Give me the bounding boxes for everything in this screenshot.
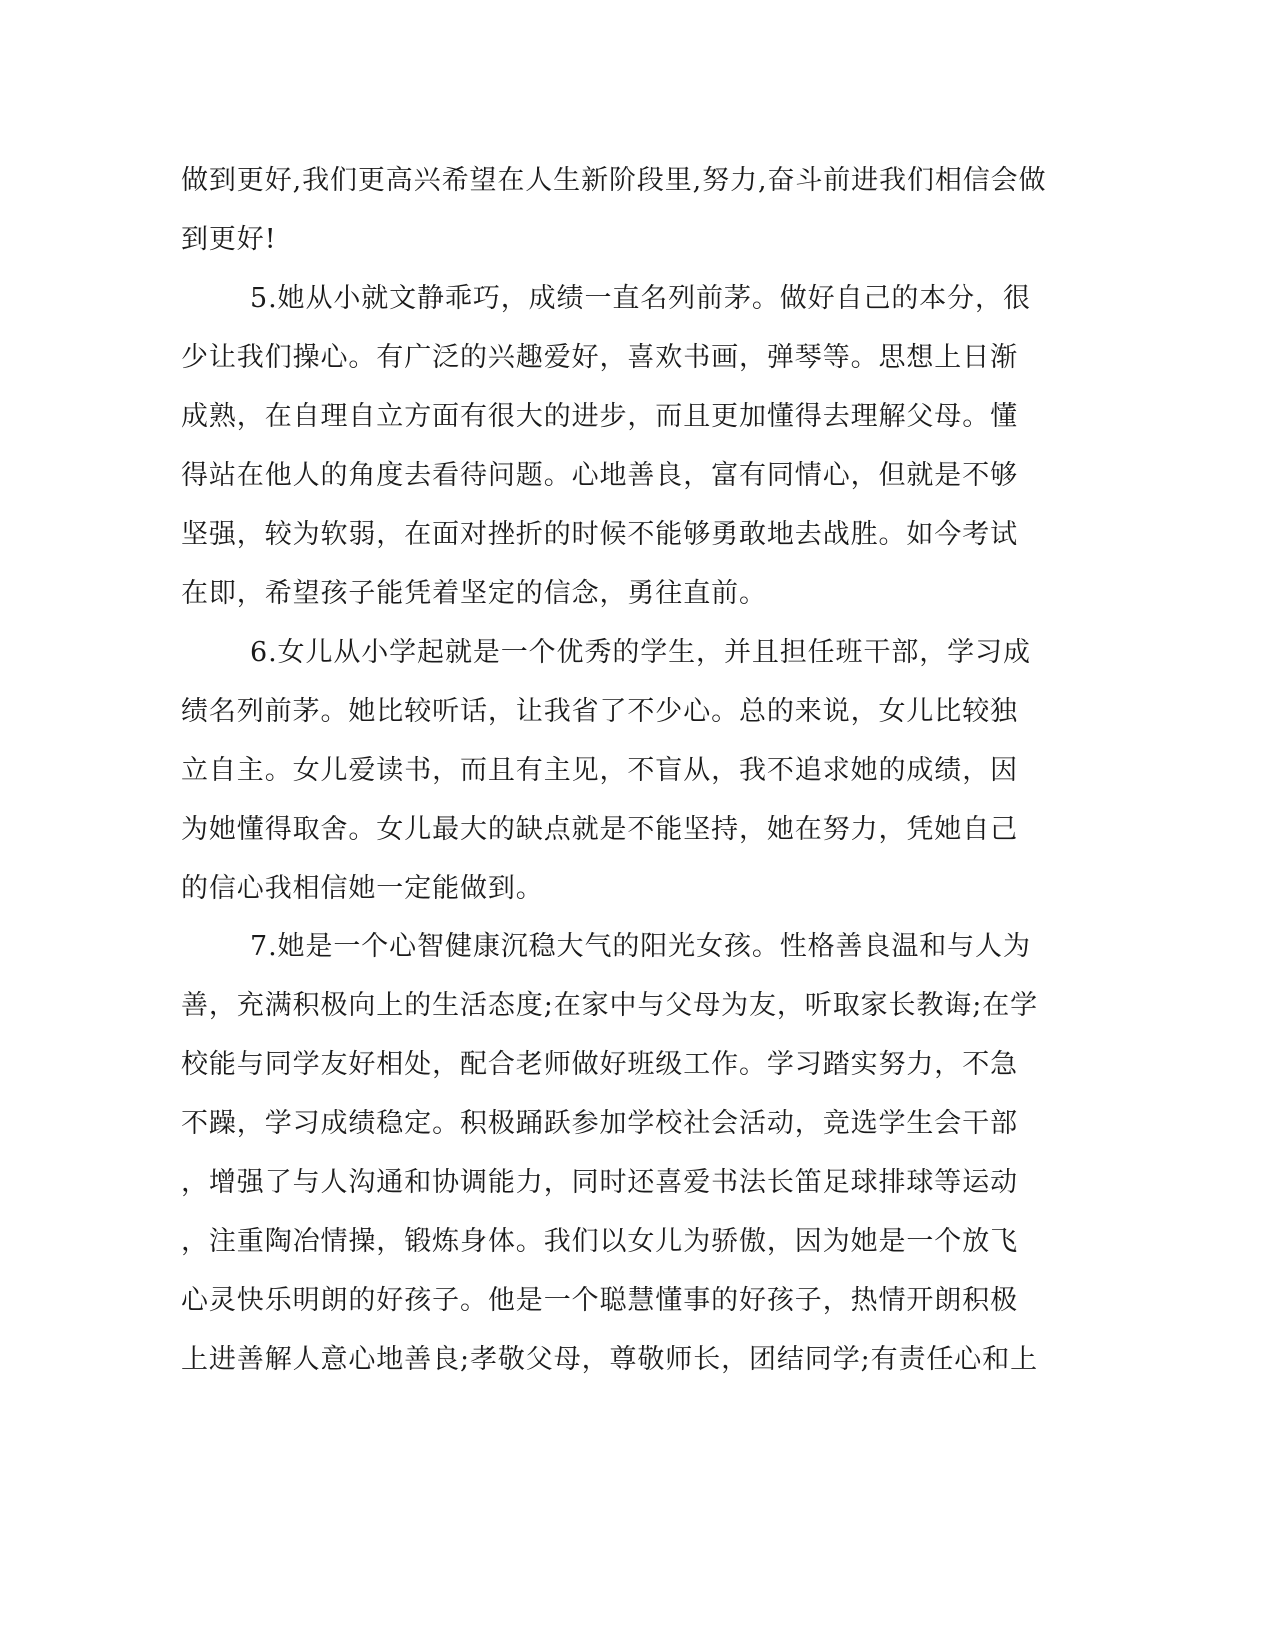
text-line: 校能与同学友好相处，配合老师做好班级工作。学习踏实努力，不急 xyxy=(181,1049,1018,1080)
text-line: 到更好! xyxy=(181,224,277,255)
paragraph-start-line: 5.她从小就文静乖巧，成绩一直名列前茅。做好自己的本分，很 xyxy=(250,283,1031,314)
text-line: 在即，希望孩子能凭着坚定的信念，勇往直前。 xyxy=(181,578,767,609)
text-line: 成熟，在自理自立方面有很大的进步，而且更加懂得去理解父母。懂 xyxy=(181,401,1018,432)
text-line: 善，充满积极向上的生活态度;在家中与父母为友，听取家长教诲;在学 xyxy=(181,990,1038,1021)
text-line: 坚强，较为软弱，在面对挫折的时候不能够勇敢地去战胜。如今考试 xyxy=(181,519,1018,550)
text-line: 为她懂得取舍。女儿最大的缺点就是不能坚持，她在努力，凭她自己 xyxy=(181,814,1018,845)
text-line: 做到更好,我们更高兴希望在人生新阶段里,努力,奋斗前进我们相信会做 xyxy=(181,165,1047,196)
text-line: 的信心我相信她一定能做到。 xyxy=(181,873,544,904)
text-line: 上进善解人意心地善良;孝敬父母，尊敬师长，团结同学;有责任心和上 xyxy=(181,1344,1038,1375)
text-line: 心灵快乐明朗的好孩子。他是一个聪慧懂事的好孩子，热情开朗积极 xyxy=(181,1285,1018,1316)
text-line: ，增强了与人沟通和协调能力，同时还喜爱书法长笛足球排球等运动 xyxy=(181,1167,1018,1198)
text-line: 绩名列前茅。她比较听话，让我省了不少心。总的来说，女儿比较独 xyxy=(181,696,1018,727)
text-line: 少让我们操心。有广泛的兴趣爱好，喜欢书画，弹琴等。思想上日渐 xyxy=(181,342,1018,373)
paragraph-start-line: 6.女儿从小学起就是一个优秀的学生，并且担任班干部，学习成 xyxy=(250,637,1031,668)
text-line: ，注重陶冶情操，锻炼身体。我们以女儿为骄傲，因为她是一个放飞 xyxy=(181,1226,1018,1257)
text-line: 得站在他人的角度去看待问题。心地善良，富有同情心，但就是不够 xyxy=(181,460,1018,491)
paragraph-start-line: 7.她是一个心智健康沉稳大气的阳光女孩。性格善良温和与人为 xyxy=(250,931,1031,962)
text-line: 立自主。女儿爱读书，而且有主见，不盲从，我不追求她的成绩，因 xyxy=(181,755,1018,786)
text-line: 不躁，学习成绩稳定。积极踊跃参加学校社会活动，竞选学生会干部 xyxy=(181,1108,1018,1139)
